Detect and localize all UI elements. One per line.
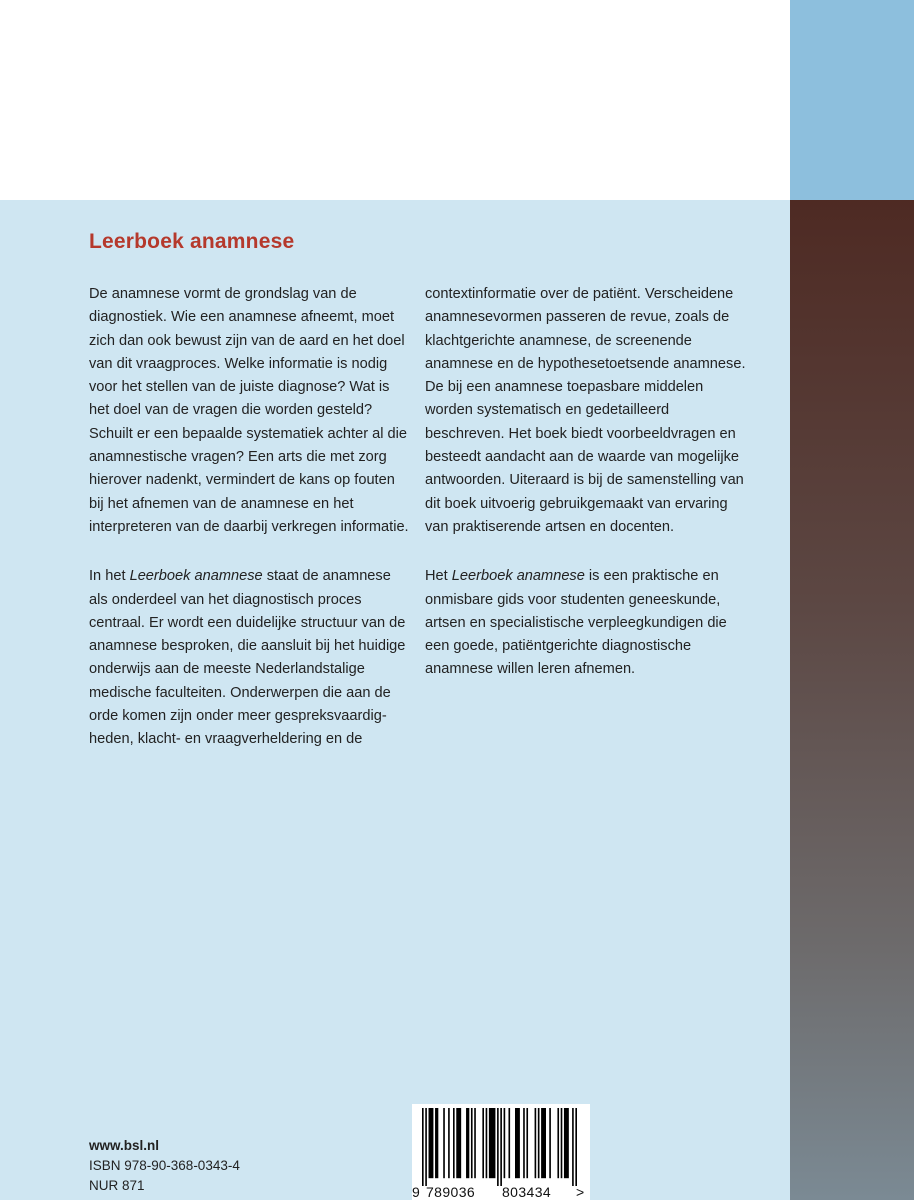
paragraph-body: staat de anamnese als onderdeel van het diagnostisch proces centraal. Er wordt een duidelijke structuur van de anamnese besproken, die aansluit bij het huidige onderwijs aan de meeste Nederlandstalige medische faculteiten. Onderwerpen die aan de orde komen zijn onder meer gespreksvaardigheden, klacht- en vraagverheldering en de [89, 568, 406, 748]
text-column-left [89, 283, 411, 778]
barcode-bar [549, 1108, 551, 1178]
barcode-digits [412, 1184, 590, 1200]
barcode-bar [482, 1108, 484, 1178]
publisher-info [89, 1136, 240, 1196]
barcode-bar [425, 1108, 427, 1186]
paragraph-structure [89, 565, 411, 751]
barcode-label [412, 1104, 590, 1200]
barcode-bars [422, 1108, 577, 1186]
barcode-bar [504, 1108, 506, 1178]
barcode-bar [497, 1108, 499, 1186]
book-title: Leerboek anamnese [89, 230, 295, 253]
isbn-number: ISBN 978-90-368-0343-4 [89, 1158, 240, 1173]
barcode-bar [453, 1108, 455, 1178]
barcode-bar [443, 1108, 445, 1178]
nur-code: NUR 871 [89, 1178, 145, 1193]
text-column-right [425, 283, 747, 708]
barcode-bar [564, 1108, 569, 1178]
barcode-bar [448, 1108, 450, 1178]
side-stripe-blue [790, 0, 914, 200]
book-title-italic: Leerboek anamnese [129, 568, 263, 585]
paragraph-intro: De anamnese vormt de grondslag van de diagnostiek. Wie een anamnese afneemt, moet zich dan ook bewust zijn van de aard en het doel van dit vraagproces. Welke informatie is nodig voor het stellen van de juiste diagnose? Wat is het doel van de vragen die worden gesteld? Schuilt er een bepaalde systematiek achter al die anamnestische vragen? Een arts die met zorg hierover nadenkt, vermindert de kans op fouten bij het afnemen van de anamnese en het interpreteren van de daarbij verkregen informatie. [89, 286, 409, 535]
barcode-bar [474, 1108, 476, 1178]
barcode-lead-digit: 9 [412, 1184, 421, 1200]
barcode-bar [557, 1108, 559, 1178]
paragraph-audience [425, 565, 747, 681]
barcode-bar [422, 1108, 424, 1186]
barcode-digit-group-2: 803434 [502, 1184, 552, 1200]
barcode-bar [515, 1108, 520, 1178]
publisher-website[interactable]: www.bsl.nl [89, 1138, 160, 1153]
barcode-bar [541, 1108, 546, 1178]
paragraph-prefix: Het [425, 568, 448, 585]
barcode-bar [429, 1108, 434, 1178]
barcode-bar [435, 1108, 438, 1178]
side-stripe-gradient [790, 200, 914, 1200]
book-title-italic: Leerboek anamnese [451, 568, 585, 585]
paragraph-context: contextinformatie over de patiënt. Verscheidene anamnesevormen passeren de revue, zoals de klachtgerichte anamnese, de screenende anamnese en de hypothesetoetsende anamnese. De bij een anamnese toepasbare middelen worden systematisch en gedetailleerd beschreven. Het boek biedt voorbeeldvragen en besteedt aandacht aan de waarde van mogelijke antwoorden. Uiteraard is bij de samenstelling van dit boek uitvoerig gebruikgemaakt van ervaring van praktiserende artsen en docenten. [425, 286, 746, 535]
paragraph-prefix: In het [89, 568, 126, 585]
barcode-bar [500, 1108, 502, 1186]
top-white-area [0, 0, 790, 200]
barcode-bar [561, 1108, 563, 1178]
barcode-bar [486, 1108, 488, 1178]
barcode-bar [489, 1108, 496, 1178]
barcode-digit-group-1: 789036 [426, 1184, 476, 1200]
paragraph-body: is een praktische en onmisbare gids voor studenten geneeskunde, artsen en specialistische verpleegkundigen die een goede, patiëntgerichte diagnostische anamnese willen leren afnemen. [425, 568, 727, 678]
barcode-bar [572, 1108, 574, 1186]
barcode-bar [535, 1108, 537, 1178]
barcode-bar [575, 1108, 577, 1186]
barcode-bar [538, 1108, 540, 1178]
barcode-quiet-zone-marker: > [576, 1184, 585, 1200]
barcode-bar [526, 1108, 528, 1178]
barcode-bar [471, 1108, 473, 1178]
barcode-bar [523, 1108, 525, 1178]
barcode-bar [508, 1108, 510, 1178]
barcode-bar [456, 1108, 461, 1178]
barcode-bar [466, 1108, 469, 1178]
